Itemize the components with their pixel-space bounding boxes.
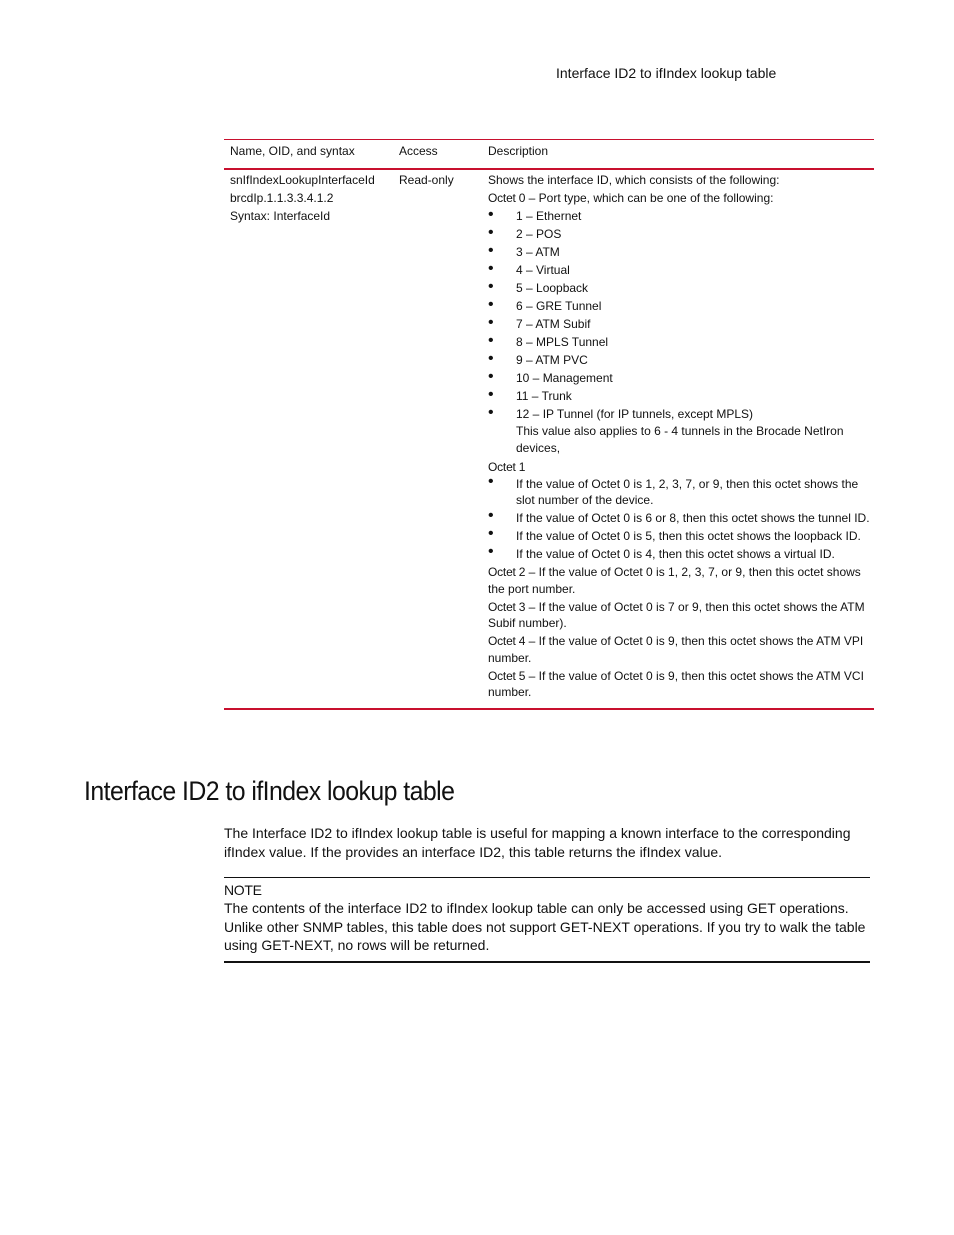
note-body: The contents of the interface ID2 to ifIndex lookup table can only be accessed using GET operations. Unlike other SNMP tables, this table does not support GET-NEXT operations. If you try to walk the table using GET-NEXT, no rows will be returned.	[224, 900, 866, 953]
list-item: • 11 – Trunk	[488, 387, 874, 405]
octet1-list	[488, 476, 874, 563]
octet3-line	[488, 599, 874, 632]
object-syntax: Syntax: InterfaceId	[230, 209, 331, 223]
mib-object-table	[224, 139, 874, 710]
object-oid: brcdIp.1.1.3.3.4.1.2	[230, 191, 334, 205]
octet5-text: – If the value of Octet 0 is 9, then this octet shows the ATM VCI number.	[488, 668, 864, 699]
list-item: • If the value of Octet 0 is 1, 2, 3, 7, or 9, then this octet shows the slot number of the device.	[488, 476, 874, 509]
list-item: • 7 – ATM Subif	[488, 315, 874, 333]
list-item: • 9 – ATM PVC	[488, 351, 874, 369]
list-item: • 5 – Loopback	[488, 279, 874, 297]
octet4-line	[488, 633, 874, 666]
list-item: • 10 – Management	[488, 369, 874, 387]
octet5-line	[488, 668, 874, 701]
ip-tunnel-note: This value also applies to 6 - 4 tunnels in the Brocade NetIron devices,	[516, 424, 844, 455]
list-item: • 8 – MPLS Tunnel	[488, 333, 874, 351]
note-title: NOTE	[224, 882, 262, 898]
octet3-text: – If the value of Octet 0 is 7 or 9, then this octet shows the ATM Subif number).	[488, 599, 865, 630]
header-name-oid-syntax: Name, OID, and syntax	[230, 144, 355, 158]
octet3-label: Octet 3	[488, 599, 526, 614]
list-item: • 1 – Ethernet	[488, 207, 874, 225]
note-box	[224, 877, 870, 963]
access-cell	[399, 171, 488, 702]
header-access: Access	[399, 144, 438, 158]
section-heading: Interface ID2 to ifIndex lookup table	[84, 776, 455, 806]
list-item: • If the value of Octet 0 is 4, then this octet shows a virtual ID.	[488, 546, 874, 563]
object-name: snIfIndexLookupInterfaceId	[230, 173, 375, 187]
octet0-label: Octet 0	[488, 191, 526, 205]
list-item: • 4 – Virtual	[488, 261, 874, 279]
list-item: • 2 – POS	[488, 225, 874, 243]
octet0-line	[488, 189, 874, 207]
access-value: Read-only	[399, 173, 454, 187]
port-type-list	[488, 207, 874, 423]
section-intro: The Interface ID2 to ifIndex lookup table is useful for mapping a known interface to the corresponding ifIndex value. If the provides an interface ID2, this table returns the ifIndex value.	[224, 825, 851, 860]
running-header: Interface ID2 to ifIndex lookup table	[556, 65, 777, 81]
header-description: Description	[488, 144, 549, 158]
octet1-label: Octet 1	[488, 459, 526, 474]
octet2-label: Octet 2	[488, 565, 526, 579]
description-cell	[488, 171, 874, 702]
name-cell	[224, 171, 399, 702]
list-item: • If the value of Octet 0 is 5, then this octet shows the loopback ID.	[488, 528, 874, 545]
table-header-row	[224, 140, 874, 170]
list-item: • 12 – IP Tunnel (for IP tunnels, except MPLS)	[488, 405, 874, 423]
octet2-text: – If the value of Octet 0 is 1, 2, 3, 7, or 9, then this octet shows the port number.	[488, 565, 861, 596]
list-item: • 3 – ATM	[488, 243, 874, 261]
octet2-line	[488, 564, 874, 597]
octet4-label: Octet 4	[488, 634, 526, 648]
octet0-text: – Port type, which can be one of the following:	[525, 191, 774, 205]
list-item: • 6 – GRE Tunnel	[488, 297, 874, 315]
table-row	[224, 170, 874, 708]
octet5-label: Octet 5	[488, 668, 526, 683]
description-intro: Shows the interface ID, which consists of the following:	[488, 173, 780, 187]
list-item: • If the value of Octet 0 is 6 or 8, then this octet shows the tunnel ID.	[488, 510, 874, 527]
octet4-text: – If the value of Octet 0 is 9, then this octet shows the ATM VPI number.	[488, 634, 864, 665]
